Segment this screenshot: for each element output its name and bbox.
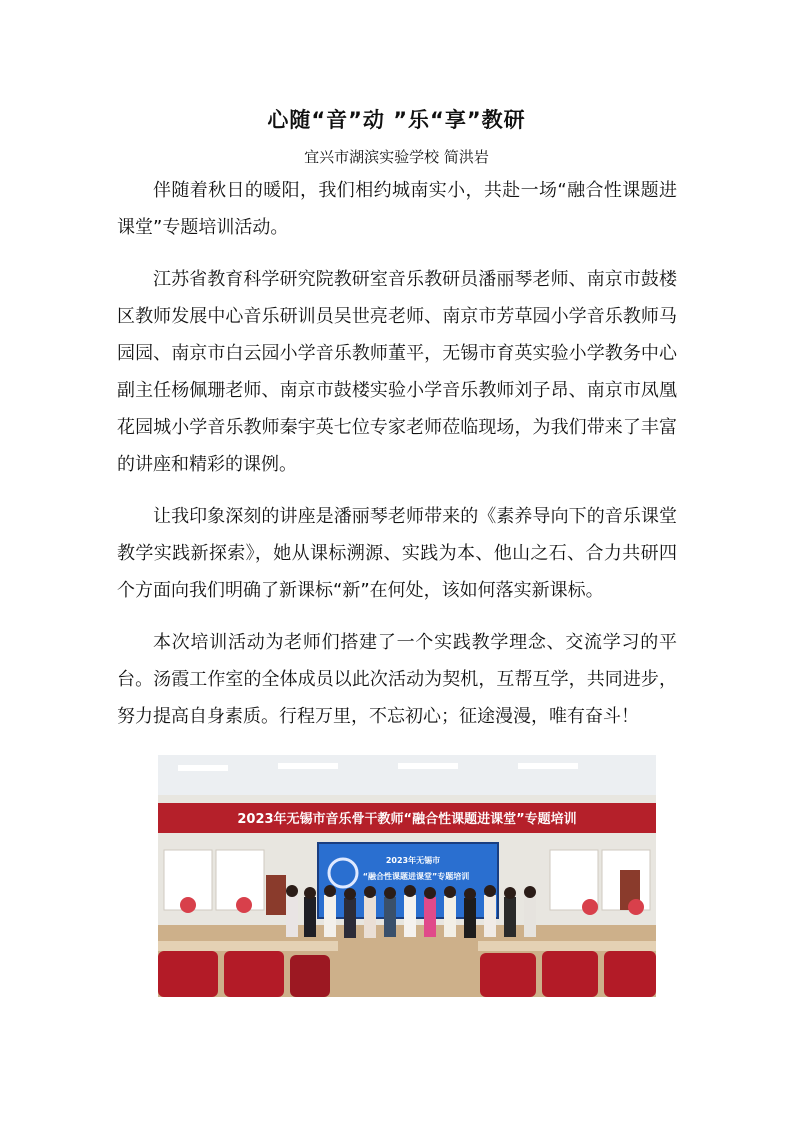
- screen-title: 2023年无锡市: [385, 856, 441, 865]
- paragraph-3: 让我印象深刻的讲座是潘丽琴老师带来的《素养导向下的音乐课堂教学实践新探索》，她从课标溯源、实践为本、他山之石、合力共研四个方面向我们明确了新课标“新”在何处，该如何落实新课标。: [117, 506, 677, 601]
- paragraph-1: 伴随着秋日的暖阳，我们相约城南实小，共赴一场“融合性课题进课堂”专题培训活动。: [117, 180, 677, 238]
- screen-subtitle: “融合性课题进课堂”专题培训: [362, 872, 470, 881]
- event-photo: [158, 755, 656, 997]
- page-title: 心随“音”动 ”乐“享”教研: [267, 108, 526, 132]
- banner-text: 2023年无锡市音乐骨干教师“融合性课题进课堂”专题培训: [237, 812, 577, 827]
- event-photo-illustration: [158, 755, 656, 997]
- author-line: 宜兴市湖滨实验学校 简洪岩: [304, 148, 489, 166]
- paragraph-4: 本次培训活动为老师们搭建了一个实践教学理念、交流学习的平台。汤霞工作室的全体成员以此次活动为契机，互帮互学，共同进步，努力提高自身素质。行程万里，不忘初心；征途漫漫，唯有奋斗！: [117, 632, 677, 727]
- paragraph-2: 江苏省教育科学研究院教研室音乐教研员潘丽琴老师、南京市鼓楼区教师发展中心音乐研训员吴世亮老师、南京市芳草园小学音乐教师马园园、南京市白云园小学音乐教师董平，无锡市育英实验小学教务中心副主任杨佩珊老师、南京市鼓楼实验小学音乐教师刘子昂、南京市凤凰花园城小学音乐教师秦宇英七位专家老师莅临现场，为我们带来了丰富的讲座和精彩的课例。: [117, 269, 677, 475]
- article-body: [117, 172, 677, 750]
